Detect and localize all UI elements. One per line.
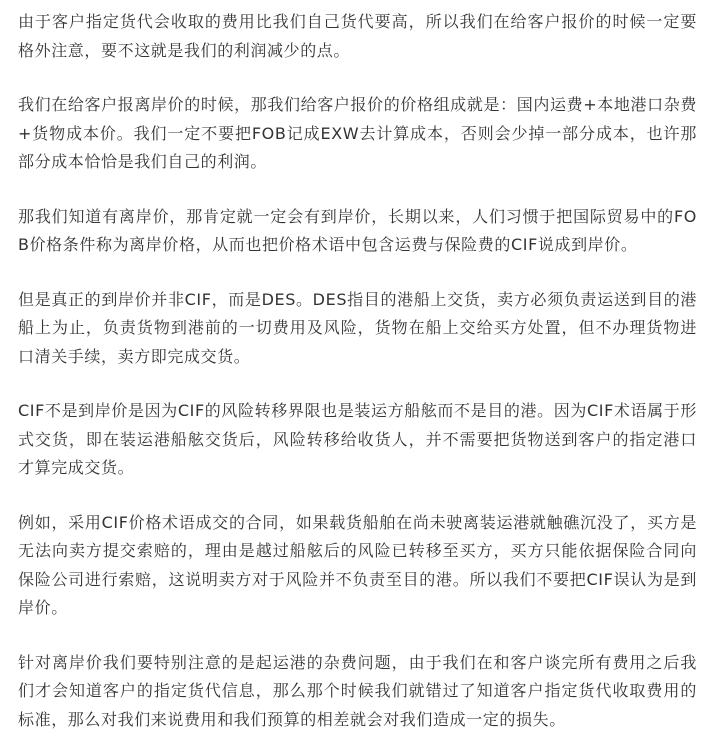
paragraph-4: 但是真正的到岸价并非CIF，而是DES。DES指目的港船上交货，卖方必须负责运送到目的港船上为止，负责货物到港前的一切费用及风险，货物在船上交给买方处置，但不办理货物进口清关手续，卖方即完成交货。 [18, 289, 697, 366]
paragraph-2: 我们在给客户报离岸价的时候，那我们给客户报价的价格组成就是：国内运费+本地港口杂费+货物成本价。我们一定不要把FOB记成EXW去计算成本，否则会少掉一部分成本，也许那部分成本恰恰是我们自己的利润。 [18, 95, 697, 171]
paragraph-6: 例如，采用CIF价格术语成交的合同，如果载货船舶在尚未驶离装运港就触礁沉没了，买方是无法向卖方提交索赔的，理由是越过船舷后的风险已转移至买方，买方只能依据保险合同向保险公司进行索赔，这说明卖方对于风险并不负责至目的港。所以我们不要把CIF误认为是到岸价。 [18, 512, 697, 617]
paragraph-7: 针对离岸价我们要特别注意的是起运港的杂费问题，由于我们在和客户谈完所有费用之后我们才会知道客户的指定货代信息，那么那个时候我们就错过了知道客户指定货代收取费用的标准，那么对我们来说费用和我们预算的相差就会对我们造成一定的损失。 [18, 652, 697, 729]
paragraph-5: CIF不是到岸价是因为CIF的风险转移界限也是装运方船舷而不是目的港。因为CIF术语属于形式交货，即在装运港船舷交货后，风险转移给收货人，并不需要把货物送到客户的指定港口才算完成交货。 [18, 401, 697, 477]
paragraph-1: 由于客户指定货代会收取的费用比我们自己货代要高，所以我们在给客户报价的时候一定要格外注意，要不这就是我们的利润减少的点。 [18, 12, 697, 60]
paragraph-3: 那我们知道有离岸价，那肯定就一定会有到岸价，长期以来，人们习惯于把国际贸易中的FOB价格条件称为离岸价格，从而也把价格术语中包含运费与保险费的CIF说成到岸价。 [18, 206, 697, 254]
